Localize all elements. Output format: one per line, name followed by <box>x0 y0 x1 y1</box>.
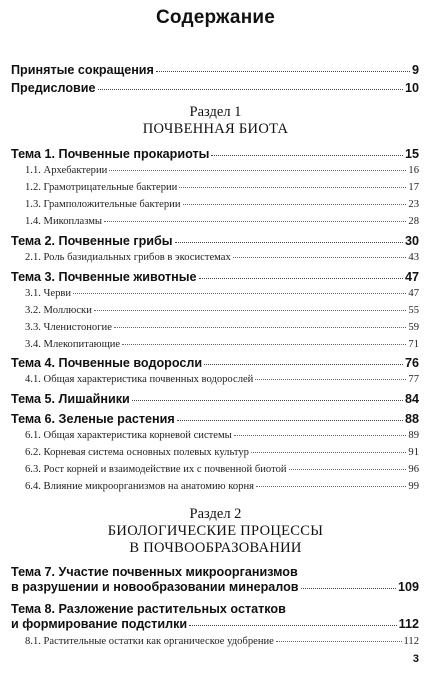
leader-dots <box>175 241 403 243</box>
toc-entry-label-line-1: Тема 8. Разложение растительных остатков <box>11 602 286 616</box>
toc-subentry[interactable] <box>25 340 419 351</box>
leader-dots <box>251 451 406 453</box>
leader-dots <box>104 220 406 222</box>
toc-subentry-page: 96 <box>408 464 419 475</box>
toc-subentry[interactable] <box>25 448 419 459</box>
toc-subentry-page: 43 <box>408 252 419 263</box>
leader-dots <box>156 70 410 72</box>
toc-entry-label: Принятые сокращения <box>11 63 154 77</box>
toc-entry-page: 30 <box>404 234 419 248</box>
toc-subentry-label: 1.3. Грамположительные бактерии <box>25 199 181 210</box>
toc-entry-label: Тема 3. Почвенные животные <box>11 270 197 284</box>
leader-dots <box>122 343 406 345</box>
toc-subentry[interactable] <box>25 482 419 493</box>
toc-subentry-label: 1.2. Грамотрицательные бактерии <box>25 182 178 193</box>
section-number: Раздел 1 <box>189 104 242 120</box>
section-name-line-2: В ПОЧВООБРАЗОВАНИИ <box>129 540 302 556</box>
toc-entry-label: Тема 2. Почвенные грибы <box>11 234 173 248</box>
toc-subentry[interactable] <box>25 637 419 648</box>
leader-dots <box>132 399 403 401</box>
leader-dots <box>179 186 406 188</box>
section-heading <box>0 506 431 557</box>
toc-subentry-page: 16 <box>408 165 419 176</box>
leader-dots <box>234 434 407 436</box>
toc-entry-page: 84 <box>404 392 419 406</box>
toc-subentry[interactable] <box>25 465 419 476</box>
toc-subentry[interactable] <box>25 253 419 264</box>
toc-entry-page: 10 <box>404 81 419 95</box>
toc-subentry-label: 8.1. Растительные остатки как органическое удобрение <box>25 636 274 647</box>
toc-subentry-label: 3.4. Млекопитающие <box>25 339 121 350</box>
leader-dots <box>204 363 403 365</box>
toc-subentry-page: 59 <box>408 322 419 333</box>
leader-dots <box>255 378 406 380</box>
section-number: Раздел 2 <box>189 506 242 522</box>
toc-entry-topic-4[interactable] <box>11 357 419 370</box>
toc-subentry-page: 47 <box>408 288 419 299</box>
toc-entry-label: Предисловие <box>11 81 96 95</box>
toc-subentry[interactable] <box>25 323 419 334</box>
toc-subentry-page: 89 <box>408 430 419 441</box>
toc-subentry[interactable] <box>25 431 419 442</box>
toc-entry-preface[interactable] <box>11 82 419 95</box>
leader-dots <box>177 419 403 421</box>
toc-subentry-label: 4.1. Общая характеристика почвенных водорослей <box>25 374 254 385</box>
toc-subentry[interactable] <box>25 306 419 317</box>
toc-entry-page: 9 <box>411 63 419 77</box>
toc-subentry-page: 77 <box>408 374 419 385</box>
toc-entry-page: 88 <box>404 412 419 426</box>
toc-entry-label-line-2: в разрушении и новообразовании минералов <box>11 580 299 594</box>
toc-subentry-page: 23 <box>408 199 419 210</box>
leader-dots <box>183 203 407 205</box>
toc-subentry-page: 55 <box>408 305 419 316</box>
leader-dots <box>199 277 403 279</box>
toc-entry-topic-1[interactable] <box>11 148 419 161</box>
toc-subentry[interactable] <box>25 200 419 211</box>
toc-entry-page: 47 <box>404 270 419 284</box>
toc-entry-label-line-2: и формирование подстилки <box>11 617 188 631</box>
toc-subentry-label: 3.1. Черви <box>25 288 72 299</box>
toc-subentry-label: 6.1. Общая характеристика корневой системы <box>25 430 232 441</box>
toc-entry-label: Тема 6. Зеленые растения <box>11 412 175 426</box>
toc-entry-label-line-1: Тема 7. Участие почвенных микроорганизмов <box>11 565 298 579</box>
leader-dots <box>211 154 403 156</box>
toc-subentry-label: 1.4. Микоплазмы <box>25 216 103 227</box>
leader-dots <box>109 169 406 171</box>
toc-entry-page: 76 <box>404 356 419 370</box>
leader-dots <box>276 640 402 642</box>
toc-entry-topic-8[interactable] <box>11 602 419 632</box>
toc-subentry-page: 17 <box>408 182 419 193</box>
toc-entry-label: Тема 5. Лишайники <box>11 392 130 406</box>
toc-subentry-label: 3.2. Моллюски <box>25 305 92 316</box>
section-name: ПОЧВЕННАЯ БИОТА <box>142 121 289 137</box>
toc-entry-topic-3[interactable] <box>11 271 419 284</box>
page-title: Содержание <box>155 7 276 28</box>
toc-subentry-page: 112 <box>403 636 419 647</box>
toc-entry-topic-2[interactable] <box>11 235 419 248</box>
leader-dots <box>301 587 396 589</box>
toc-entry-label: Тема 4. Почвенные водоросли <box>11 356 203 370</box>
toc-entry-topic-6[interactable] <box>11 413 419 426</box>
section-heading <box>0 104 431 138</box>
toc-subentry-page: 28 <box>408 216 419 227</box>
toc-subentry-page: 99 <box>408 481 419 492</box>
toc-entry-page: 15 <box>404 147 419 161</box>
toc-entry-abbreviations[interactable] <box>11 64 419 77</box>
leader-dots <box>114 326 406 328</box>
toc-entry-label: Тема 1. Почвенные прокариоты <box>11 147 210 161</box>
toc-entry-page: 109 <box>397 580 419 594</box>
leader-dots <box>289 468 407 470</box>
toc-subentry[interactable] <box>25 217 419 228</box>
section-name-line-1: БИОЛОГИЧЕСКИЕ ПРОЦЕССЫ <box>107 523 324 539</box>
toc-entry-topic-5[interactable] <box>11 393 419 406</box>
toc-subentry[interactable] <box>25 183 419 194</box>
page-number: 3 <box>412 653 419 665</box>
toc-subentry-page: 71 <box>408 339 419 350</box>
leader-dots <box>98 88 403 90</box>
toc-entry-page: 112 <box>398 617 419 631</box>
toc-subentry[interactable] <box>25 289 419 300</box>
toc-subentry-label: 2.1. Роль базидиальных грибов в экосистемах <box>25 252 231 263</box>
toc-subentry-label: 1.1. Архебактерии <box>25 165 108 176</box>
toc-subentry-label: 6.2. Корневая система основных полевых культур <box>25 447 249 458</box>
leader-dots <box>94 309 407 311</box>
toc-subentry-label: 3.3. Членистоногие <box>25 322 112 333</box>
toc-entry-topic-7[interactable] <box>11 565 419 595</box>
toc-subentry-label: 6.3. Рост корней и взаимодействие их с почвенной биотой <box>25 464 287 475</box>
toc-subentry-page: 91 <box>408 447 419 458</box>
toc-subentry[interactable] <box>25 375 419 386</box>
leader-dots <box>233 256 407 258</box>
leader-dots <box>189 624 397 626</box>
leader-dots <box>73 292 406 294</box>
toc-subentry[interactable] <box>25 166 419 177</box>
leader-dots <box>256 485 406 487</box>
toc-subentry-label: 6.4. Влияние микроорганизмов на анатомию корня <box>25 481 254 492</box>
